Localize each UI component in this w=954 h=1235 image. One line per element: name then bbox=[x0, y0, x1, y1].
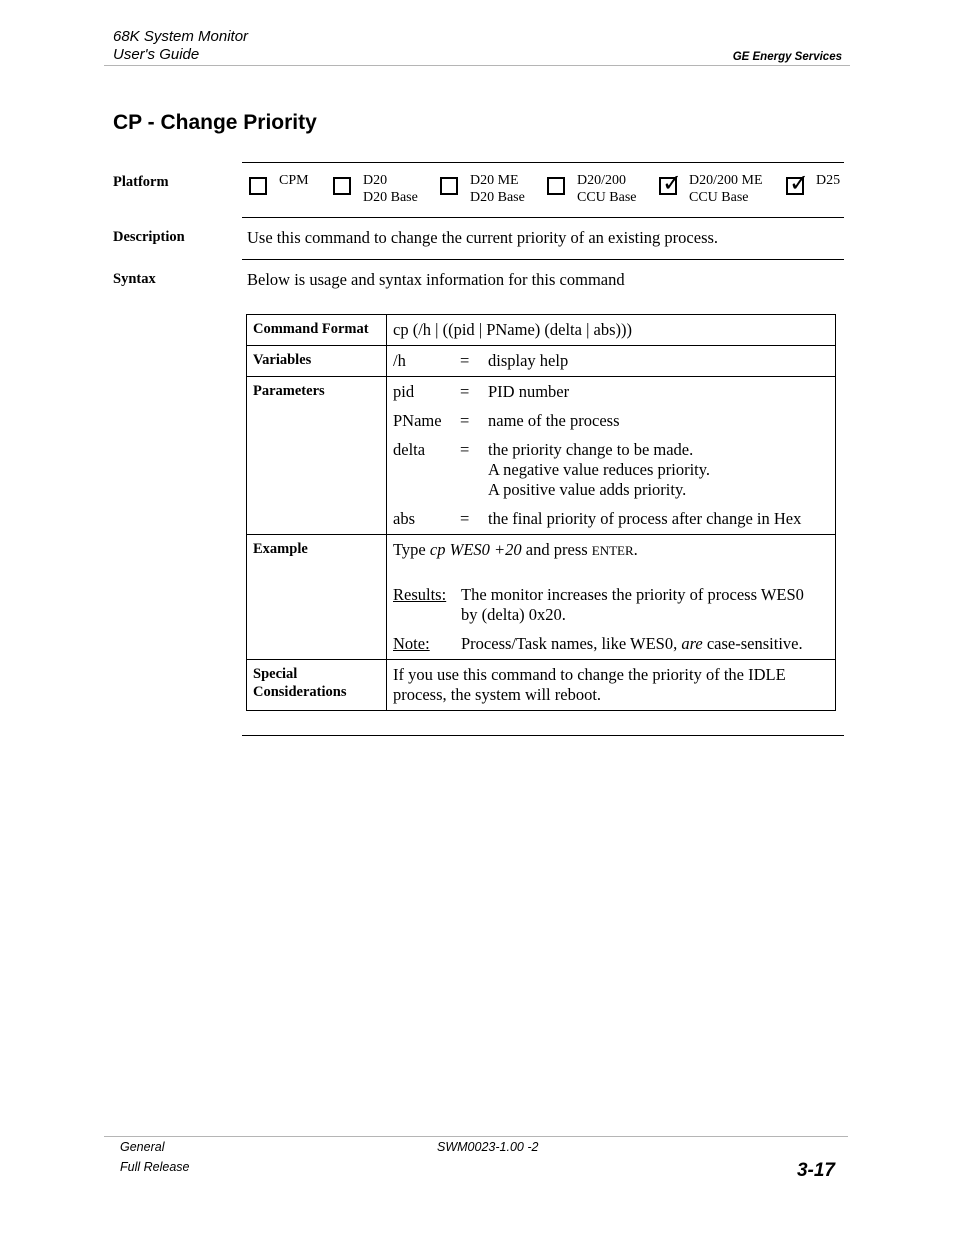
page-title: CP - Change Priority bbox=[113, 111, 317, 134]
document-title-line2: User's Guide bbox=[113, 46, 200, 63]
section-end-rule bbox=[242, 735, 844, 736]
special-text-line1: If you use this command to change the priority of the IDLE bbox=[393, 665, 786, 684]
footer-section: General bbox=[120, 1140, 165, 1154]
variables-label: Variables bbox=[247, 346, 387, 377]
platform-option-line1: D20 ME bbox=[470, 173, 519, 188]
document-title bbox=[113, 28, 248, 64]
example-and-press: and press bbox=[525, 540, 588, 559]
platform-option-d25 bbox=[786, 169, 841, 197]
parameter-description: PID number bbox=[488, 382, 570, 401]
description-label: Description bbox=[113, 229, 185, 245]
note-text: case-sensitive. bbox=[706, 634, 803, 653]
example-instruction bbox=[393, 540, 829, 561]
example-period: . bbox=[633, 540, 638, 559]
platform-option-line1: D25 bbox=[816, 173, 841, 188]
platform-option-line2: D20 Base bbox=[470, 190, 525, 205]
example-command: cp WES0 +20 bbox=[429, 540, 522, 559]
special-label-line1: Special bbox=[253, 666, 298, 682]
equals-sign: = bbox=[460, 351, 470, 370]
variable-description: display help bbox=[488, 351, 569, 370]
parameter-item-pname bbox=[393, 411, 829, 431]
special-considerations-row bbox=[247, 660, 836, 711]
parameter-description: name of the process bbox=[488, 411, 620, 430]
parameter-name: delta bbox=[393, 440, 426, 459]
equals-sign: = bbox=[460, 440, 470, 459]
platform-option-d20-200 bbox=[547, 172, 637, 206]
platform-option-line1: D20/200 bbox=[577, 173, 626, 188]
parameter-item-pid bbox=[393, 382, 829, 402]
checkbox-unchecked-icon bbox=[333, 177, 351, 195]
checkbox-unchecked-icon bbox=[440, 177, 458, 195]
footer-doc-number: SWM0023-1.00 -2 bbox=[437, 1140, 539, 1154]
example-label: Example bbox=[247, 535, 387, 660]
platform-option-line1: D20 bbox=[363, 173, 388, 188]
description-bottom-rule bbox=[242, 259, 844, 260]
checkmark-icon: ✓ bbox=[789, 169, 810, 197]
checkbox-checked-icon bbox=[786, 169, 810, 197]
results-label: Results: bbox=[393, 585, 447, 604]
platform-option-line2: D20 Base bbox=[363, 190, 418, 205]
checkbox-unchecked-icon bbox=[249, 177, 267, 195]
special-label-line2: Considerations bbox=[253, 684, 347, 700]
parameter-description: A positive value adds priority. bbox=[488, 480, 687, 499]
note-label: Note: bbox=[393, 634, 430, 653]
note-emphasis: are bbox=[681, 634, 703, 653]
platform-label: Platform bbox=[113, 174, 169, 190]
special-considerations-text bbox=[387, 660, 836, 711]
document-title-line1: 68K System Monitor bbox=[113, 28, 249, 45]
parameter-item-delta bbox=[393, 440, 829, 500]
platform-option-cpm bbox=[249, 172, 309, 195]
footer-release: Full Release bbox=[120, 1160, 190, 1174]
special-text-line2: process, the system will reboot. bbox=[393, 685, 602, 704]
equals-sign: = bbox=[460, 509, 470, 528]
parameter-description: the final priority of process after change in Hex bbox=[488, 509, 802, 528]
equals-sign: = bbox=[460, 382, 470, 401]
platform-top-rule bbox=[242, 162, 844, 163]
example-key: ENTER bbox=[591, 543, 634, 558]
example-type-word: Type bbox=[393, 540, 426, 559]
syntax-label: Syntax bbox=[113, 271, 156, 287]
results-text: The monitor increases the priority of process WES0 bbox=[461, 585, 804, 604]
platform-bottom-rule bbox=[242, 217, 844, 218]
command-format-value: cp (/h | ((pid | PName) (delta | abs))) bbox=[387, 315, 836, 346]
checkbox-checked-icon bbox=[659, 169, 683, 197]
platform-option-d20 bbox=[333, 172, 418, 206]
example-note bbox=[393, 634, 829, 654]
parameter-name: pid bbox=[393, 382, 415, 401]
parameter-name: PName bbox=[393, 411, 442, 430]
platform-option-d20-me bbox=[440, 172, 525, 206]
equals-sign: = bbox=[460, 411, 470, 430]
platform-option-line2: CCU Base bbox=[689, 190, 749, 205]
command-format-label: Command Format bbox=[247, 315, 387, 346]
checkbox-unchecked-icon bbox=[547, 177, 565, 195]
platform-option-line1: D20/200 ME bbox=[689, 173, 763, 188]
variable-item bbox=[393, 351, 829, 371]
checkmark-icon: ✓ bbox=[662, 169, 683, 197]
header-divider bbox=[104, 65, 850, 66]
platform-option-line1: CPM bbox=[279, 173, 309, 188]
variables-row bbox=[247, 346, 836, 377]
footer-divider bbox=[104, 1136, 848, 1137]
parameter-description: A negative value reduces priority. bbox=[488, 460, 711, 479]
platform-option-d20-200-me bbox=[659, 169, 763, 206]
parameter-item-abs bbox=[393, 509, 829, 529]
variable-name: /h bbox=[393, 351, 406, 370]
parameter-name: abs bbox=[393, 509, 415, 528]
parameter-description: the priority change to be made. bbox=[488, 440, 694, 459]
command-table bbox=[246, 314, 836, 711]
example-results bbox=[393, 585, 829, 625]
page-number: 3-17 bbox=[796, 1160, 835, 1181]
note-text: Process/Task names, like WES0, bbox=[461, 634, 678, 653]
company-name: GE Energy Services bbox=[732, 51, 842, 63]
parameters-row bbox=[247, 377, 836, 535]
example-row bbox=[247, 535, 836, 660]
platform-option-line2: CCU Base bbox=[577, 190, 637, 205]
command-format-row bbox=[247, 315, 836, 346]
parameters-label: Parameters bbox=[247, 377, 387, 535]
syntax-text: Below is usage and syntax information for this command bbox=[247, 270, 625, 289]
special-considerations-label bbox=[247, 660, 387, 711]
description-text: Use this command to change the current priority of an existing process. bbox=[247, 228, 719, 247]
results-text: by (delta) 0x20. bbox=[461, 605, 566, 624]
